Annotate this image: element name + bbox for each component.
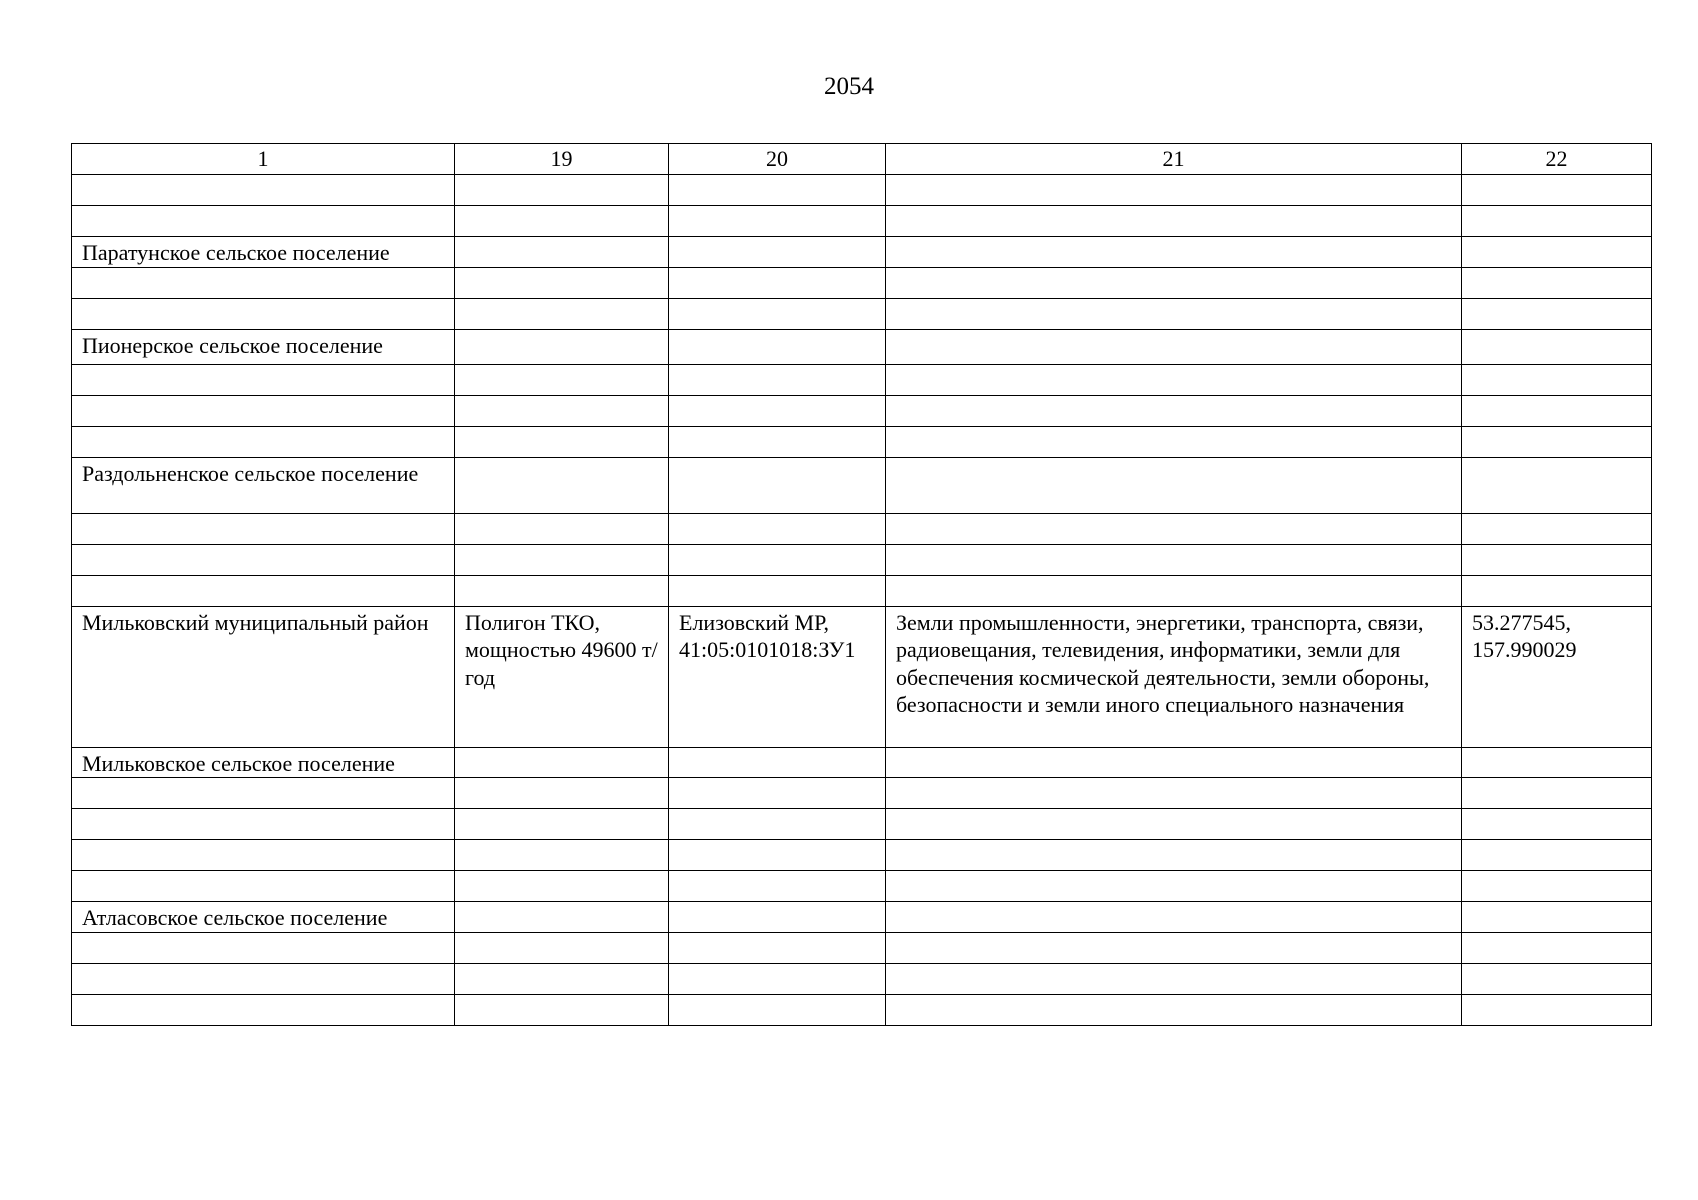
table-cell xyxy=(1462,364,1652,395)
table-cell xyxy=(72,267,455,298)
table-cell xyxy=(455,395,669,426)
table-cell xyxy=(886,840,1462,871)
table-cell xyxy=(72,175,455,206)
table-cell xyxy=(1462,175,1652,206)
table-row xyxy=(72,902,1652,933)
table-cell xyxy=(455,329,669,364)
table-cell xyxy=(1462,457,1652,513)
table-cell xyxy=(886,364,1462,395)
table-cell xyxy=(455,364,669,395)
table-cell xyxy=(669,513,886,544)
table-cell xyxy=(886,747,1462,778)
table-cell xyxy=(72,544,455,575)
table-cell xyxy=(1462,871,1652,902)
table-cell xyxy=(455,871,669,902)
table-cell xyxy=(669,364,886,395)
table-cell: Атласовское сельское поселение xyxy=(72,902,455,933)
table-cell xyxy=(669,994,886,1025)
table-cell xyxy=(1462,902,1652,933)
table-cell xyxy=(886,544,1462,575)
table-cell xyxy=(1462,809,1652,840)
table-cell xyxy=(886,457,1462,513)
table-row xyxy=(72,840,1652,871)
table-cell xyxy=(669,426,886,457)
table-row xyxy=(72,544,1652,575)
table-cell xyxy=(886,994,1462,1025)
table-cell: Земли промышленности, энергетики, транспорта, связи, радиовещания, телевидения, информатики, земли для обеспечения космической деятельности, земли обороны, безопасности и земли иного специального назначения xyxy=(886,606,1462,747)
table-cell: Полигон ТКО, мощностью 49600 т/год xyxy=(455,606,669,747)
table-cell xyxy=(1462,747,1652,778)
table-cell xyxy=(455,267,669,298)
table-cell xyxy=(1462,206,1652,237)
table-row xyxy=(72,206,1652,237)
table-cell: Раздольненское сельское поселение xyxy=(72,457,455,513)
table-cell xyxy=(455,902,669,933)
table-cell xyxy=(669,932,886,963)
table-cell xyxy=(1462,994,1652,1025)
table-cell xyxy=(886,237,1462,268)
table-cell xyxy=(886,778,1462,809)
table-cell xyxy=(72,364,455,395)
table-row xyxy=(72,513,1652,544)
table-cell: Мильковский муниципальный район xyxy=(72,606,455,747)
table-cell xyxy=(455,778,669,809)
table-cell xyxy=(1462,426,1652,457)
table-cell xyxy=(886,267,1462,298)
table-cell xyxy=(1462,778,1652,809)
table-cell xyxy=(72,395,455,426)
table-cell xyxy=(455,175,669,206)
table-row xyxy=(72,426,1652,457)
table-cell xyxy=(669,206,886,237)
table-row xyxy=(72,778,1652,809)
table-cell xyxy=(455,809,669,840)
column-header-19: 19 xyxy=(455,144,669,175)
table-cell xyxy=(72,426,455,457)
table-cell xyxy=(886,175,1462,206)
table-cell xyxy=(886,206,1462,237)
table-cell xyxy=(1462,267,1652,298)
table-row xyxy=(72,267,1652,298)
table-cell xyxy=(1462,575,1652,606)
table-cell xyxy=(455,513,669,544)
table-cell xyxy=(455,840,669,871)
column-header-22: 22 xyxy=(1462,144,1652,175)
column-header-21: 21 xyxy=(886,144,1462,175)
table-cell xyxy=(886,298,1462,329)
table-cell xyxy=(1462,544,1652,575)
table-cell xyxy=(455,747,669,778)
table-cell xyxy=(455,457,669,513)
table-cell xyxy=(886,426,1462,457)
table-row xyxy=(72,364,1652,395)
table-cell xyxy=(669,963,886,994)
table-cell: Паратунское сельское поселение xyxy=(72,237,455,268)
data-table xyxy=(71,143,1652,1026)
table-cell xyxy=(669,902,886,933)
table-cell xyxy=(455,575,669,606)
table-cell xyxy=(669,175,886,206)
table-cell xyxy=(886,575,1462,606)
table-cell xyxy=(455,237,669,268)
table-row xyxy=(72,457,1652,513)
table-cell xyxy=(669,778,886,809)
table-cell xyxy=(886,902,1462,933)
table-cell xyxy=(669,395,886,426)
table-cell xyxy=(455,963,669,994)
table-body xyxy=(72,144,1652,1026)
table-row xyxy=(72,395,1652,426)
table-cell xyxy=(886,513,1462,544)
table-cell xyxy=(72,513,455,544)
table-cell xyxy=(669,575,886,606)
table-cell xyxy=(1462,963,1652,994)
table-cell xyxy=(886,871,1462,902)
table-cell xyxy=(886,395,1462,426)
table-cell xyxy=(669,237,886,268)
table-cell xyxy=(455,298,669,329)
table-cell xyxy=(72,778,455,809)
table-row xyxy=(72,237,1652,268)
table-row xyxy=(72,298,1652,329)
table-cell: Пионерское сельское поселение xyxy=(72,329,455,364)
table-header-row xyxy=(72,144,1652,175)
table-cell xyxy=(72,206,455,237)
table-cell xyxy=(886,809,1462,840)
table-cell xyxy=(669,871,886,902)
table-cell xyxy=(669,457,886,513)
table-cell: Мильковское сельское поселение xyxy=(72,747,455,778)
table-row xyxy=(72,994,1652,1025)
table-cell xyxy=(72,840,455,871)
table-row xyxy=(72,175,1652,206)
table-cell xyxy=(669,809,886,840)
table-cell xyxy=(1462,298,1652,329)
table-row xyxy=(72,747,1652,778)
table-cell xyxy=(72,963,455,994)
table-cell xyxy=(72,932,455,963)
table-cell xyxy=(669,298,886,329)
table-row xyxy=(72,963,1652,994)
table-cell xyxy=(72,871,455,902)
table-cell: Елизовский МР, 41:05:0101018:ЗУ1 xyxy=(669,606,886,747)
table-row xyxy=(72,606,1652,747)
page-number: 2054 xyxy=(824,73,874,100)
table-cell xyxy=(1462,840,1652,871)
table-cell xyxy=(886,963,1462,994)
table-cell: 53.277545, 157.990029 xyxy=(1462,606,1652,747)
table-row xyxy=(72,575,1652,606)
table-cell xyxy=(455,206,669,237)
table-cell xyxy=(455,426,669,457)
table-cell xyxy=(669,329,886,364)
table-cell xyxy=(455,994,669,1025)
column-header-20: 20 xyxy=(669,144,886,175)
table-cell xyxy=(72,298,455,329)
table-cell xyxy=(886,329,1462,364)
column-header-1: 1 xyxy=(72,144,455,175)
table-row xyxy=(72,932,1652,963)
table-row xyxy=(72,871,1652,902)
table-cell xyxy=(72,994,455,1025)
table-row xyxy=(72,329,1652,364)
table-cell xyxy=(669,840,886,871)
table-cell xyxy=(72,809,455,840)
table-cell xyxy=(72,575,455,606)
table-cell xyxy=(669,544,886,575)
table-cell xyxy=(1462,932,1652,963)
table-cell xyxy=(1462,513,1652,544)
table-cell xyxy=(1462,237,1652,268)
table-cell xyxy=(669,267,886,298)
table-cell xyxy=(669,747,886,778)
table-cell xyxy=(455,544,669,575)
table-cell xyxy=(886,932,1462,963)
table-cell xyxy=(1462,395,1652,426)
table-cell xyxy=(1462,329,1652,364)
table-cell xyxy=(455,932,669,963)
table-row xyxy=(72,809,1652,840)
